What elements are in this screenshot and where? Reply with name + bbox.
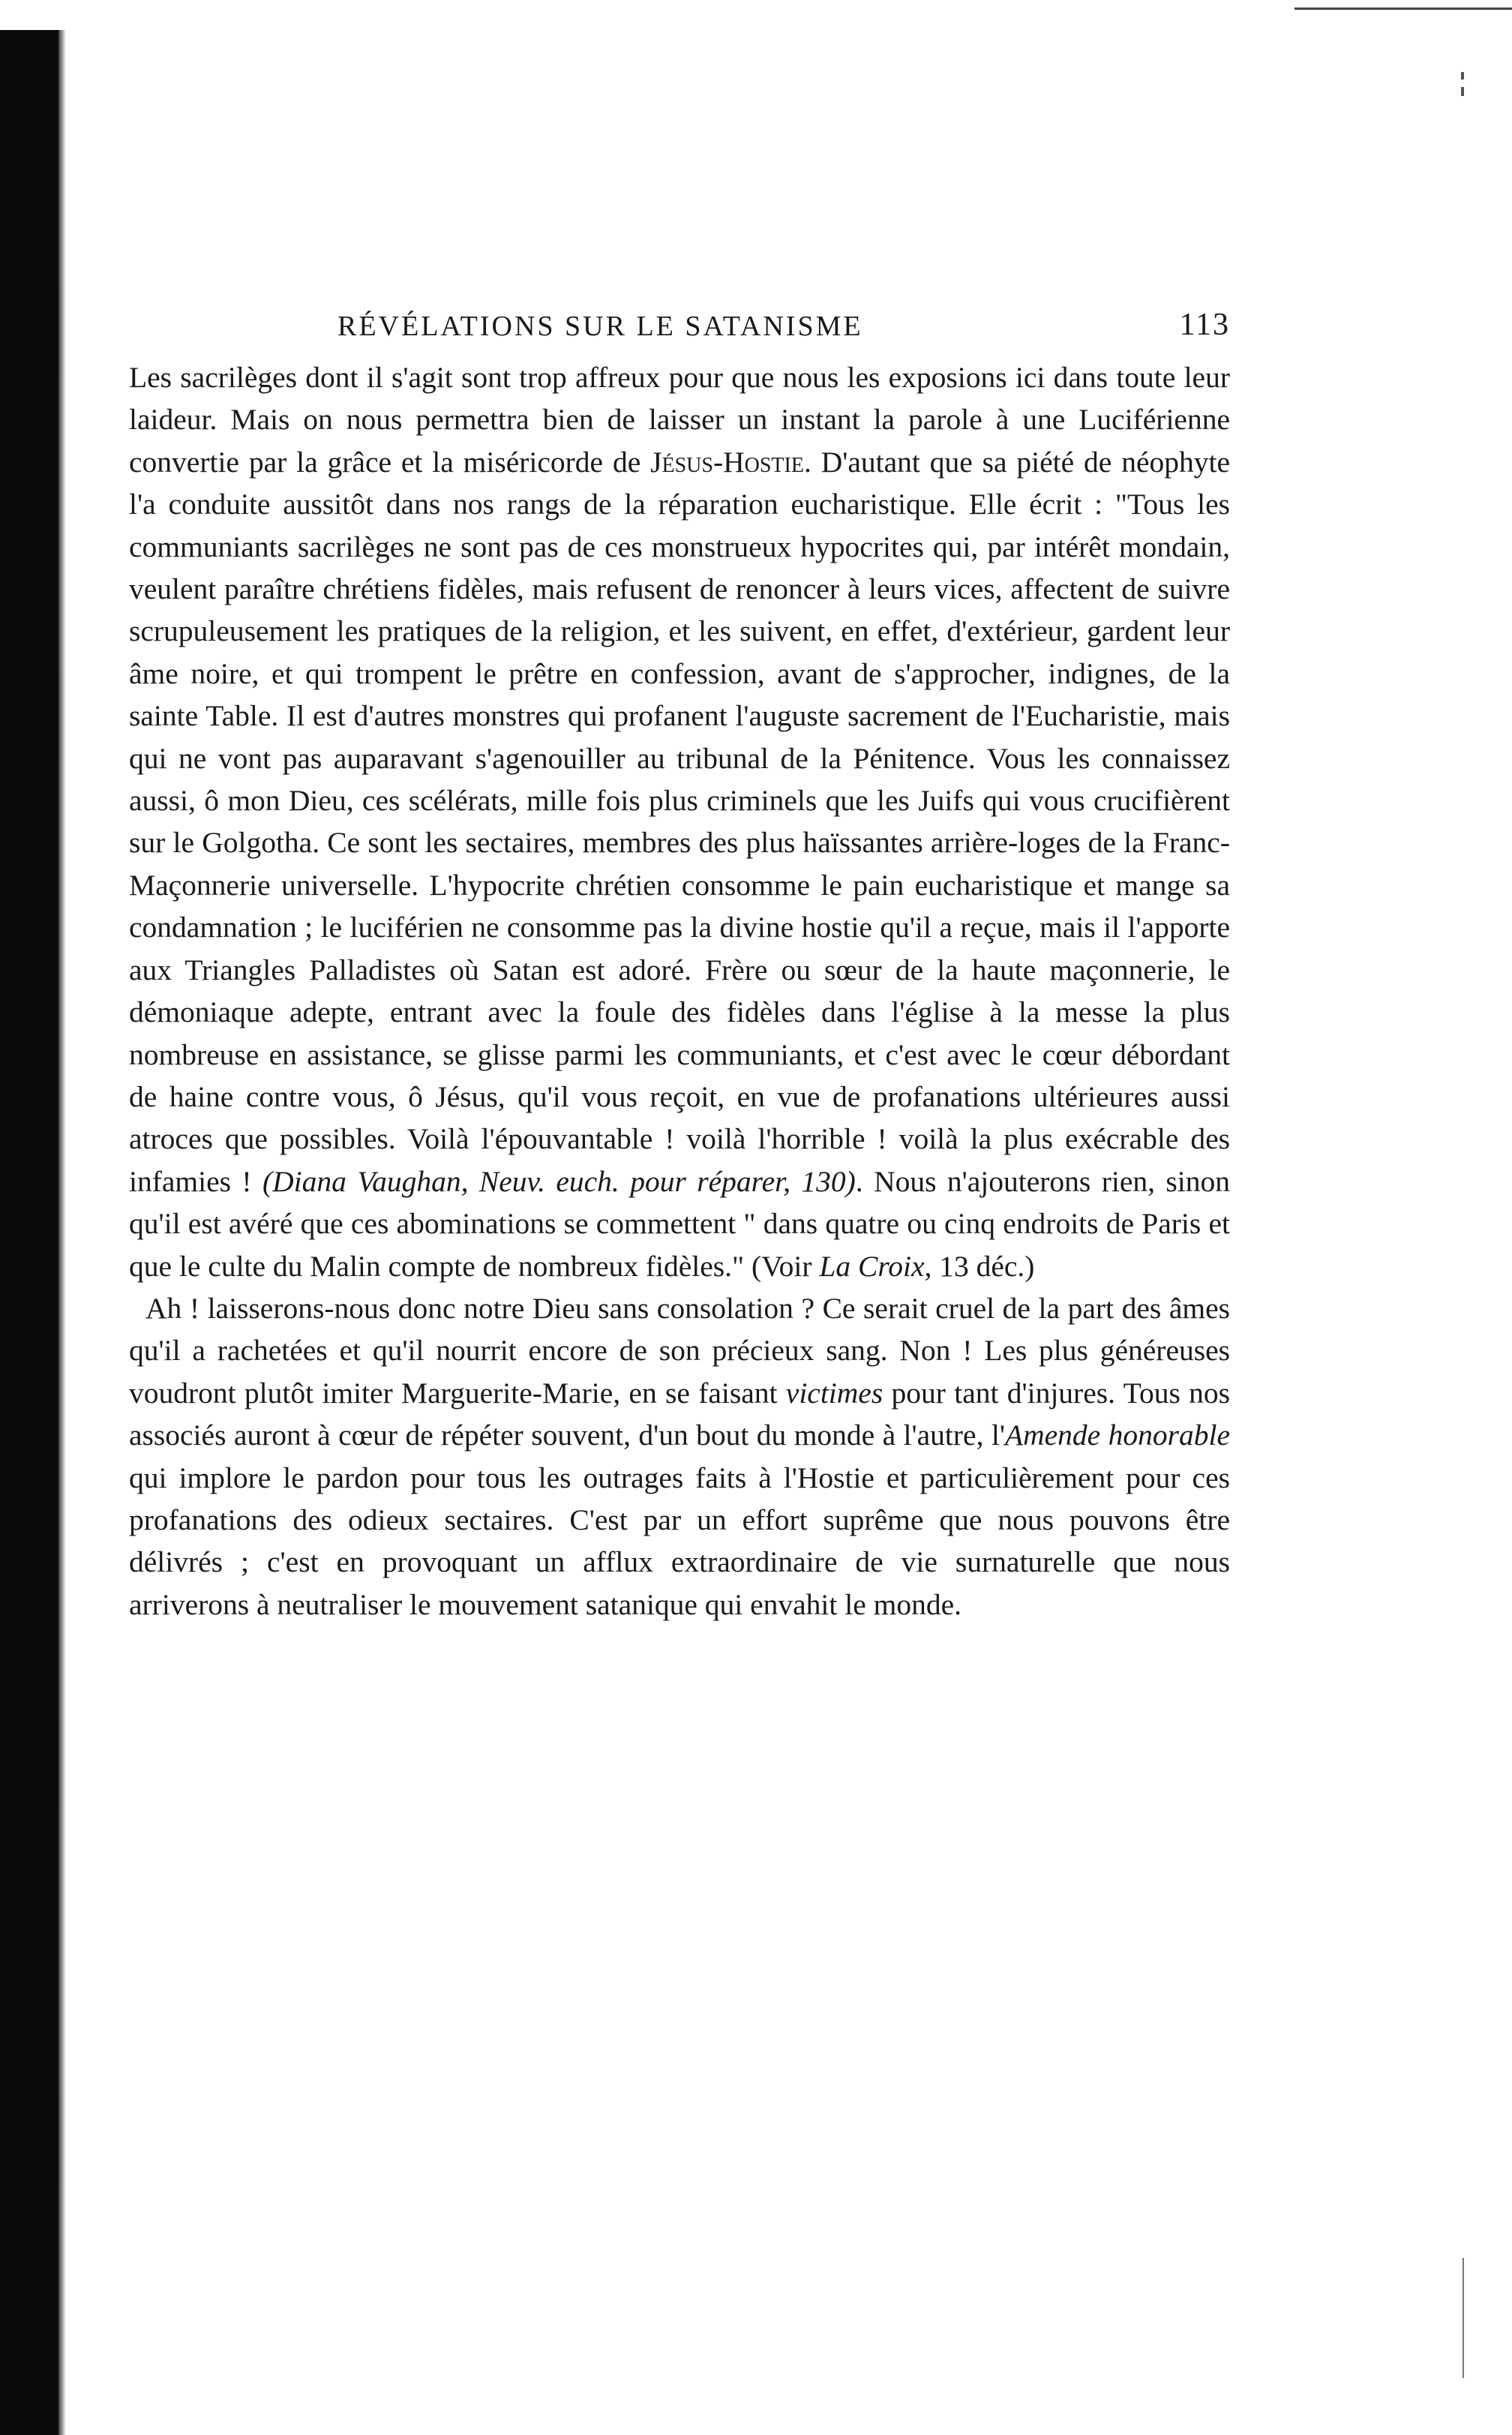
text-segment: Jésus-Hostie: [650, 445, 804, 479]
body-text: [129, 356, 1230, 1626]
paragraph: [129, 1287, 1230, 1626]
paragraph: [129, 356, 1230, 1287]
emphasis: victimes: [785, 1376, 884, 1410]
text-segment: , 13 déc.): [924, 1249, 1035, 1283]
text-segment: . D'autant que sa piété de néophyte l'a conduite aussitôt dans nos rangs de la réparation eucharistique. Elle écrit : "Tous les communiants sacrilèges ne sont pas de ces monstrueux hypocrites qui, par intérêt mondain, veulent paraître chrétiens fidèles, mais refusent de renoncer à leurs vices, affectent de suivre scrupuleusement les pratiques de la religion, et les suivent, en effet, d'extérieur, gardent leur âme noire, et qui trompent le prêtre en confession, avant de s'approcher, indignes, de la sainte Table. Il est d'autres monstres qui profanent l'auguste sacrement de l'Eucharistie, mais qui ne vont pas auparavant s'agenouiller au tribunal de la Pénitence. Vous les connaissez aussi, ô mon Dieu, ces scélérats, mille fois plus criminels que les Juifs qui vous crucifièrent sur le Golgotha. Ce sont les sectaires, membres des plus haïssantes arrière-loges de la Franc-Maçonnerie universelle. L'hypocrite chrétien consomme le pain eucharistique et mange sa condamnation ; le luciférien ne consomme pas la divine hostie qu'il a reçue, mais il l'apporte aux Triangles Palladistes où Satan est adoré. Frère ou sœur de la haute maçonnerie, le démoniaque adepte, entrant avec la foule des fidèles dans l'église à la messe la plus nombreuse en assistance, se glisse parmi les communiants, et c'est avec le cœur débordant de haine contre vous, ô Jésus, qu'il vous reçoit, en vue de profanations ultérieures aussi atroces que possibles. Voilà l'épouvantable ! voilà l'horrible ! voilà la plus exécrable des infamies !: [129, 445, 1230, 1198]
margin-mark: [1462, 2258, 1464, 2378]
scan-edge: [0, 30, 58, 2435]
text-segment: Les sacrilèges dont il s'agit sont trop affreux pour que nous les exposions ici dans toute leur laideur. Mais on nous permettra bien de laisser un instant la parole à une Luciférienne convertie par la grâce et la miséricorde de: [129, 361, 1230, 479]
scan-edge-fringe: [58, 30, 66, 2435]
book-page: [129, 296, 1230, 1626]
page-number: 113: [1179, 308, 1230, 342]
running-head: [129, 296, 1230, 349]
margin-mark: [1461, 87, 1464, 96]
top-rule: [1294, 8, 1512, 10]
text-segment: . Nous n'ajouterons rien, sinon qu'il est avéré que ces abominations se commettent " dans quatre ou cinq endroits de Paris et que le culte du Malin compte de nombreux fidèles." (Voir: [129, 1164, 1231, 1283]
text-segment: qui implore le pardon pour tous les outrages faits à l'Hostie et particulièrement pour ces profanations des odieux sectaires. C'est par un effort suprême que nous pouvons être délivrés ; c'est en provoquant un afflux extraordinaire de vie surnaturelle que nous arriverons à neutraliser le mouvement satanique qui envahit le monde.: [129, 1461, 1230, 1621]
citation: La Croix: [819, 1249, 925, 1283]
emphasis: Amende honorable: [1004, 1419, 1230, 1452]
text-segment: Ah ! laisserons-nous donc notre Dieu sans consolation ? Ce serait cruel de la part des âmes qu'il a rachetées et qu'il nourrit encore de son précieux sang. Non ! Les plus généreuses voudront plutôt imiter Marguerite-Marie, en se faisant: [129, 1291, 1230, 1410]
citation: (Diana Vaughan, Neuv. euch. pour réparer, 130): [262, 1164, 856, 1198]
running-title: RÉVÉLATIONS SUR LE SATANISME: [338, 311, 863, 342]
text-segment: pour tant d'injures. Tous nos associés auront à cœur de répéter souvent, d'un bout du monde à l'autre, l': [129, 1376, 1230, 1452]
margin-mark: [1461, 72, 1464, 80]
